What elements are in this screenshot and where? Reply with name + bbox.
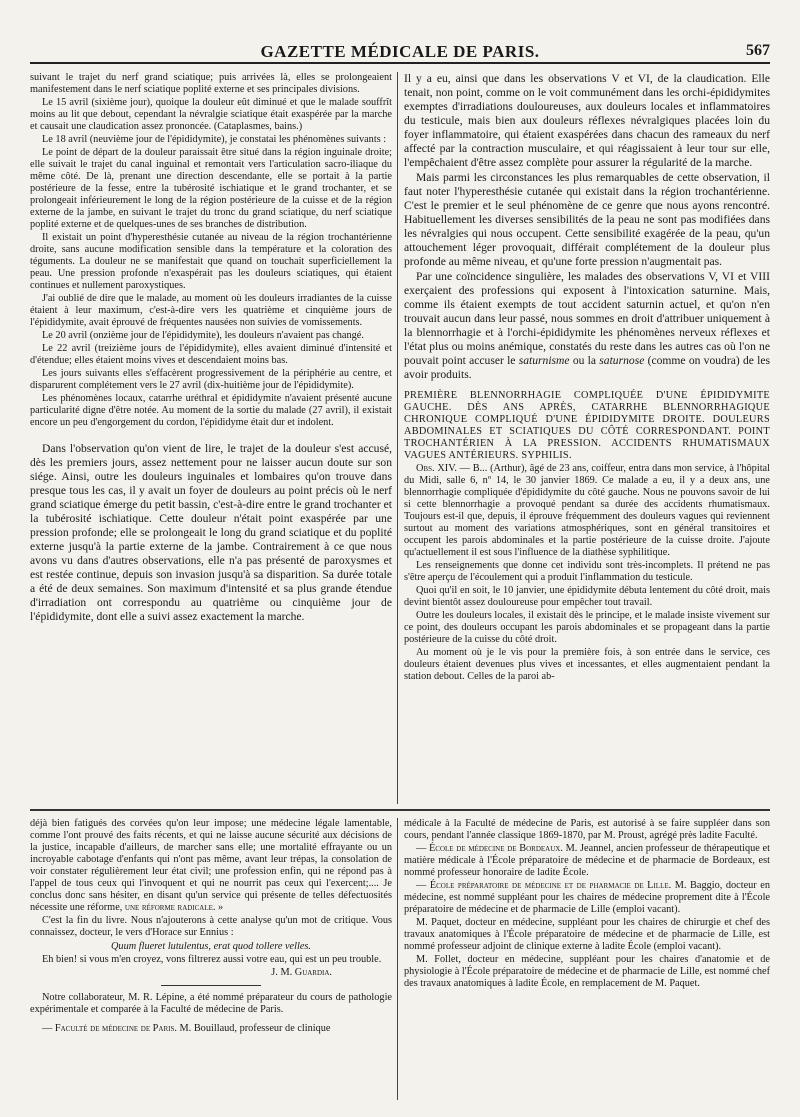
paragraph: Le 15 avril (sixième jour), quoique la douleur eût diminué et que le malade souffrît moins au lit que debout, cependant la névralgie sciatique était exaspérée par la marche et causait une claudication assez prononcée. (Cataplasmes, bains.) <box>30 97 392 132</box>
paragraph: déjà bien fatigués des corvées qu'on leur impose; une médecine légale lamentable, comme l'ont prouvé des faits récents, et qui ne laisse aucune sécurité aux décisions de la justice, incapable d'ailleurs, de marcher sans elle; une mortalité effrayante ou un incroyable cabotage d'enfants qui n'ont pas même, avant leur trépas, la consolation de voir constater régulièrement leur état civil; une profession enfin, qui ne répond pas à l'appel de tous ceux qui l'invoquent et qui ne nourrit pas ceux qui l'exercent;.... Je conclus donc sans hésiter, en disant qu'un service qui présente de telles défectuosités nécessite une réforme, une réforme radicale. » <box>30 818 392 913</box>
paragraph: Les jours suivants elles s'effacèrent progressivement de la périphérie au centre, et disparurent complétement vers le 27 avril (dix-huitième jour de l'épididymite). <box>30 368 392 391</box>
journal-title: GAZETTE MÉDICALE DE PARIS. <box>260 42 540 61</box>
left-column <box>30 72 392 805</box>
paragraph: Outre les douleurs locales, il existait dès le principe, et le malade insiste vivement sur ce point, des douleurs occupant les parois abdominales et se propageant dans la partie postérieure de la cuisse du côté droit. <box>404 610 770 645</box>
page-header <box>30 40 770 64</box>
news-item: M. Follet, docteur en médecine, suppléant pour les chaires d'anatomie et de physiologie à l'École préparatoire de médecine et de pharmacie de Lille, est nommé chef des travaux anatomiques à ladite École, en remplacement de M. Paquet. <box>404 954 770 989</box>
news-item: Notre collaborateur, M. R. Lépine, a été nommé préparateur du cours de pathologie expérimentale et comparée à la Faculté de médecine de Paris. <box>30 992 392 1015</box>
column-divider-bottom <box>397 818 398 1100</box>
news-item: — École de médecine de Bordeaux. M. Jeannel, ancien professeur de thérapeutique et matière médicale à l'École préparatoire de médecine et de pharmacie de Bordeaux, est nommé professeur honoraire de ladite École. <box>404 843 770 878</box>
latin-quote: Quum flueret lutulentus, erat quod tollere velles. <box>111 941 311 952</box>
news-item: M. Paquet, docteur en médecine, suppléant pour les chaires de chirurgie et chef des travaux anatomiques à l'École préparatoire de médecine et de pharmacie de Lille, est nommé professeur adjoint de clinique externe à ladite École (emploi vacant). <box>404 917 770 952</box>
short-rule <box>161 985 261 986</box>
paragraph: Eh bien! si vous m'en croyez, vons filtrerez aussi votre eau, qui est un peu trouble. <box>42 954 382 965</box>
paragraph: C'est la fin du livre. Nous n'ajouterons à cette analyse qu'un mot de critique. Vous connaissez, docteur, le vers d'Horace sur Ennius : <box>30 915 392 938</box>
paragraph: Les phénomènes locaux, catarrhe uréthral et épididymite n'avaient présenté aucune particularité digne d'être notée. Au moment de la sortie du malade (27 avril), il existait encore un peu d'engorgement du cordon, l'épididyme était dur et indolent. <box>30 393 392 428</box>
paragraph: Le 20 avril (onzième jour de l'épididymite), les douleurs n'avaient pas changé. <box>42 330 364 341</box>
paragraph: Il existait un point d'hyperesthésie cutanée au niveau de la région trochantérienne droite, sans aucune modification sensible dans la température et la coloration des téguments. La douleur ne se manifestait que quand on touchait superficiellement la peau. Une pression profonde n'exaspérait pas les douleurs sciatiques, qui étaient continues et nullement paroxystiques. <box>30 232 392 291</box>
paragraph: Il y a eu, ainsi que dans les observations V et VI, de la claudication. Elle tenait, non point, comme on le voit communément dans les orchi-épididymites exemptes d'irradiations douloureuses, aux douleurs locales et inflammatoires du testicule, mais bien aux douleurs réflexes névralgiques placées loin du foyer inflammatoire, qui étaient exaspérées dans chacun des rameaux du nerf affecté par la contraction musculaire, et qui réagissaient à leur tour sur elle, l'empêchaient d'être assez complète pour assurer la régularité de la marche. <box>404 72 770 169</box>
right-column <box>404 72 770 805</box>
paragraph: Mais parmi les circonstances les plus remarquables de cette observation, il faut noter l'hyperesthésie cutanée qui existait dans la région trochantérienne. C'est le premier et le seul phénomène de ce genre que nous ayons rencontré. Habituellement les diverses sensibilités de la peau ne sont pas modifiées dans les névralgies qui nous occupent. Cette sensibilité exagérée de la peau, qu'un attouchement léger provoquait, différait complétement de la douleur plus profonde au même niveau, et qu'une forte pression n'augmentait pas. <box>404 171 770 268</box>
news-item: — Faculté de médecine de Paris. M. Bouillaud, professeur de clinique <box>42 1023 331 1034</box>
news-item: — École préparatoire de médecine et de pharmacie de Lille. M. Baggio, docteur en médecine, est nommé suppléant pour les chaires de médecine proprement dite à l'École préparatoire de médecine et de pharmacie de Lille (emploi vacant). <box>404 880 770 915</box>
paragraph: Le point de départ de la douleur paraissait être situé dans la région inguinale droite; elle suivait le trajet du canal inguinal et remontait vers l'articulation sacro-iliaque du même côté. De là, prenant une direction descendante, elle se portait à la partie postérieure de la fesse, entre la tubérosité ischiatique et le grand trochanter, et se prolongeait inférieurement le long de la région postérieure de la cuisse et de la région externe de la jambe, en suivant le trajet du tronc du grand sciatique, du nerf sciatique poplité externe et de quelques-unes de ses branches de distribution. <box>30 147 392 230</box>
paragraph: Au moment où je le vis pour la première fois, à son entrée dans le service, ces douleurs étaient devenues plus vives et incessantes, et elles augmentaient pendant la station debout. Celles de la paroi ab- <box>404 647 770 682</box>
column-divider-top <box>397 72 398 804</box>
commentary-paragraph: Dans l'observation qu'on vient de lire, le trajet de la douleur s'est accusé, dès les premiers jours, assez nettement pour ne laisser aucun doute sur son siége. Ainsi, outre les douleurs inguinales et lombaires qu'on trouve dans presque tous les cas, il y avait un foyer de douleurs au point précis où le nerf grand sciatique émerge du petit bassin, c'est-à-dire entre le grand trochanter et la tubérosité ischiatique. Cette douleur n'était point exaspérée par une pression profonde; elle se prolongeait le long du grand sciatique et du poplité externe jusqu'à la partie externe de la jambe. Contrairement à ce que nous avons vu dans d'autres observations, elle n'a pas présenté de paroxysmes et est restée continue, depuis son invasion jusqu'à sa disparition. Sa durée totale a été de deux semaines. Son maximum d'intensité et sa plus grande étendue d'irradiation ont correspondu au quatrième ou cinquième jour de l'épididymite, dont elle a suivi assez exactement la marche. <box>30 442 392 623</box>
observation-paragraph: Obs. XIV. — B... (Arthur), âgé de 23 ans, coiffeur, entra dans mon service, à l'hôpital du Midi, salle 6, nº 14, le 30 janvier 1869. Ce malade a eu, il y a deux ans, une blennorrhagie compliquée d'épididymite du côté gauche. Nous ne pouvons savoir de lui si cette blennorrhagie a provoqué pendant sa durée des accidents rhumatismaux. Toujours est-il que, depuis, il éprouve fréquemment des douleurs vagues qui reviennent surtout au moment des variations atmosphériques, sont en général transitoires et occupent les parois abdominales et la partie postérieure de la cuisse droite. J'ajoute qu'actuellement il est sous l'influence de la diathèse syphilitique. <box>404 463 770 558</box>
bottom-right-column <box>404 818 770 1098</box>
paragraph: Par une coïncidence singulière, les malades des observations V, VI et VIII exerçaient des professions qui exposent à l'intoxication saturnine. Mais, comme ils étaient exempts de tout accident saturnin actuel, et qu'on n'en trouvait aucun dans leur passé, nous sommes en droit d'attribuer uniquement à la blennorrhagie et à l'orchi-épididymite les phénomènes nerveux réflexes et l'état plus ou moins anémique, constatés du reste dans les autres cas où l'on ne pouvait point accuser le saturnisme ou la saturnose (comme on voudra) de les avoir produits. <box>404 270 770 381</box>
paragraph: Le 18 avril (neuvième jour de l'épididymite), je constatai les phénomènes suivants : <box>42 134 387 145</box>
observation-heading: PREMIÈRE BLENNORRHAGIE COMPLIQUÉE D'UNE ÉPIDIDYMITE GAUCHE. DÈS ANS APRÈS, CATARRHE BLENNORRHAGIQUE CHRONIQUE COMPLIQUÉ D'UNE ÉPIDIDYMITE DROITE. DOULEURS ABDOMINALES ET SCIATIQUES DU CÔTÉ CORRESPONDANT. POINT TROCHANTÉRIEN À LA PRESSION. ACCIDENTS RHUMATISMAUX VAGUES ANTÉRIEURS. SYPHILIS. <box>404 390 770 461</box>
news-item: médicale à la Faculté de médecine de Paris, est autorisé à se faire suppléer dans son cours, pendant l'année classique 1869-1870, par M. Proust, agrégé près ladite Faculté. <box>404 818 770 841</box>
paragraph: Quoi qu'il en soit, le 10 janvier, une épididymite débuta lentement du côté droit, mais devint bientôt assez douloureuse pour empêcher tout travail. <box>404 585 770 608</box>
page-number: 567 <box>746 42 770 59</box>
term-saturnisme: saturnisme <box>518 354 570 367</box>
section-divider <box>30 809 770 811</box>
paragraph: suivant le trajet du nerf grand sciatique; puis arrivées là, elles se prolongeaient manifestement dans le nerf sciatique poplité externe et ses principales divisions. <box>30 72 392 95</box>
bottom-left-column <box>30 818 392 1098</box>
paragraph: Les renseignements que donne cet individu sont très-incomplets. Il prétend ne pas s'être aperçu de l'écoulement qui a produit l'inflammation du testicule. <box>404 560 770 583</box>
author-signature: J. M. Guardia. <box>271 967 332 978</box>
observation-label: Obs. XIV. <box>416 463 457 474</box>
paragraph: Le 22 avril (treizième jours de l'épididymite), elles avaient diminué d'intensité et d'étendue; elles étaient moins vives et descendaient moins bas. <box>30 343 392 366</box>
term-saturnose: saturnose <box>599 354 645 367</box>
paragraph: J'ai oublié de dire que le malade, au moment où les douleurs irradiantes de la cuisse étaient à leur maximum, c'est-à-dire vers les quatrième et cinquième jours de l'épididymite, avait éprouvé de fréquentes nausées non suivies de vomissements. <box>30 293 392 328</box>
